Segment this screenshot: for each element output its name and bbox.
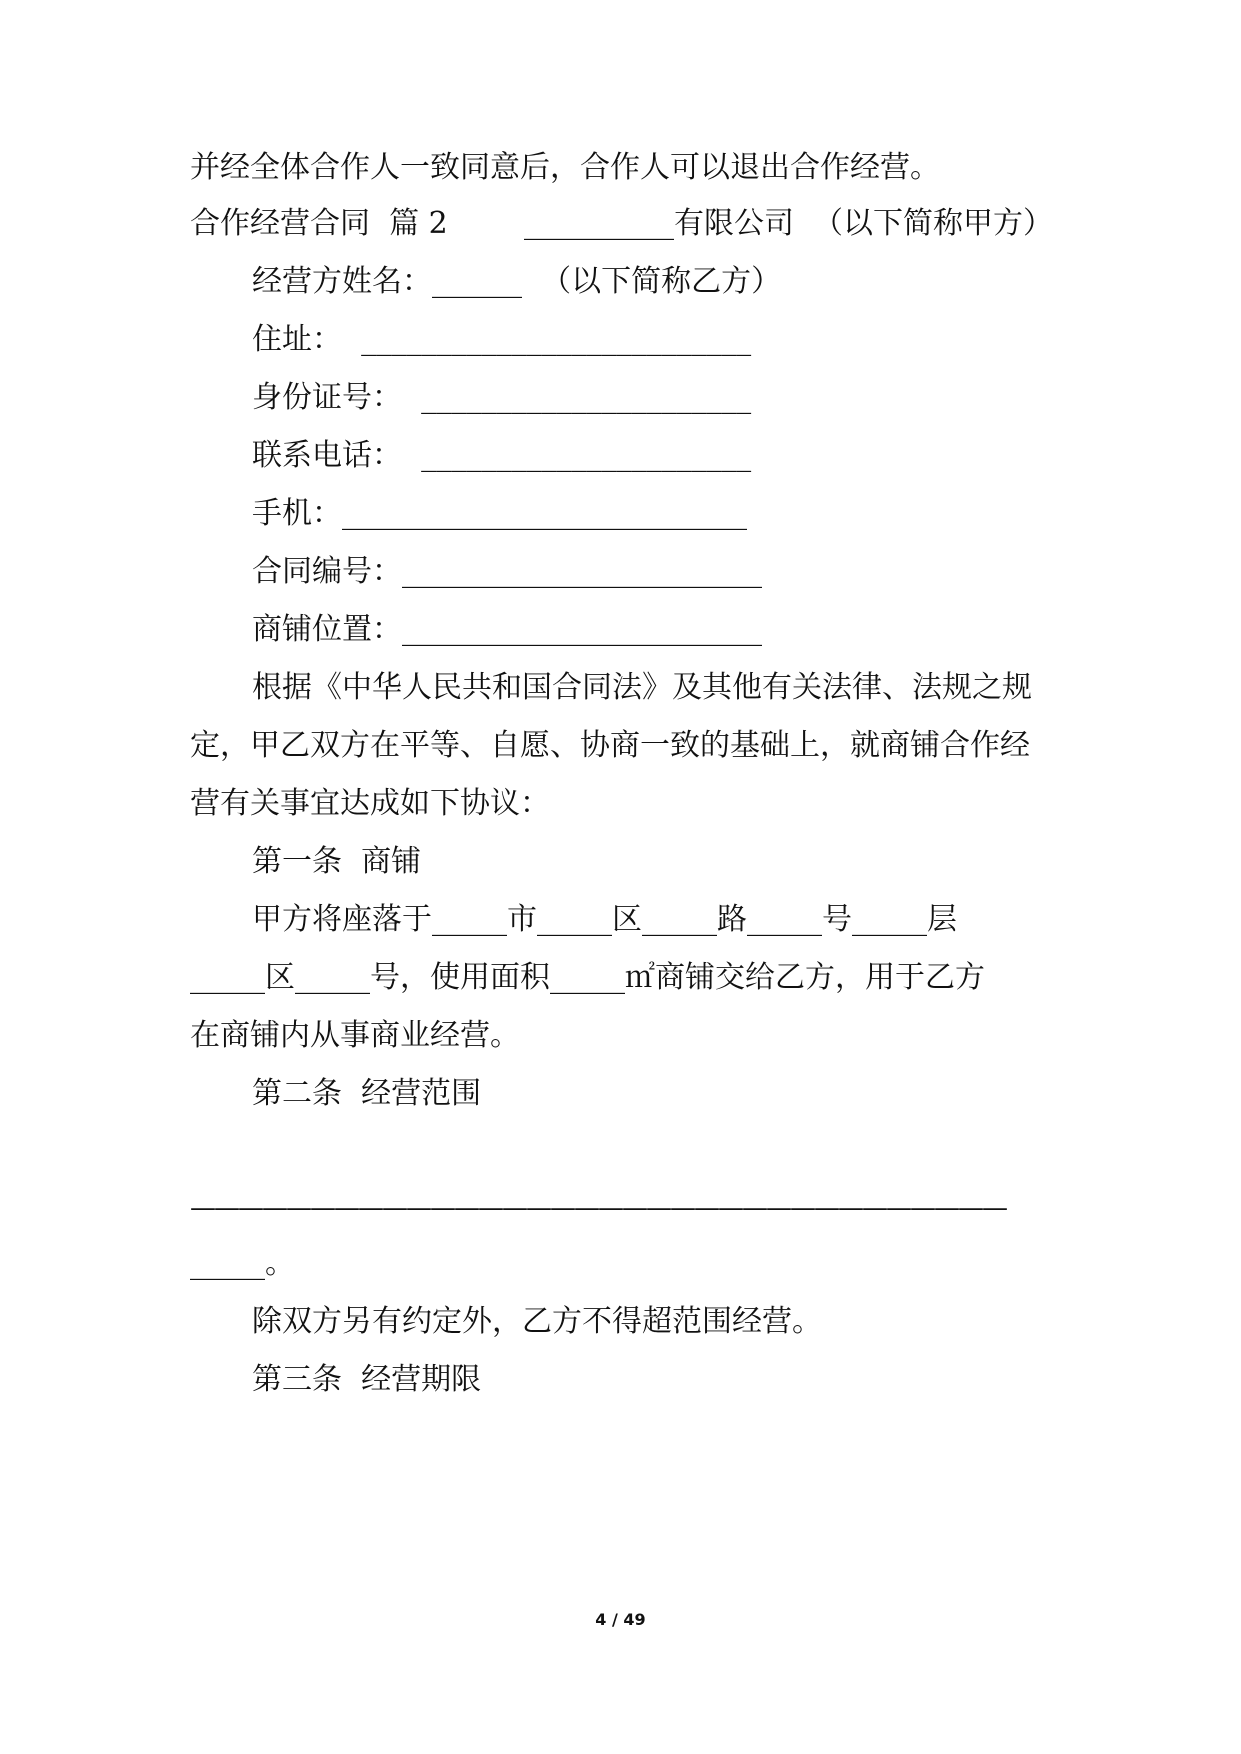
article-heading: 第三条 经营期限 bbox=[252, 1362, 482, 1397]
text-line: 在商铺内从事商业经营。 bbox=[190, 1018, 520, 1053]
article-heading: 第一条 商铺 bbox=[252, 844, 422, 879]
id-number-field: 身份证号： ______________________ bbox=[252, 380, 752, 415]
text-line: 营有关事宜达成如下协议： bbox=[190, 786, 550, 821]
address-field: 住址： __________________________ bbox=[252, 322, 752, 357]
phone-field: 联系电话： ______________________ bbox=[252, 438, 752, 473]
page-number: 4 / 49 bbox=[595, 1610, 646, 1629]
text-line: 甲方将座落于_____市_____区_____路_____号_____层 bbox=[252, 902, 957, 937]
operator-name-field: 经营方姓名：______ （以下简称乙方） bbox=[252, 264, 782, 299]
text-line: 定，甲乙双方在平等、自愿、协商一致的基础上，就商铺合作经 bbox=[190, 728, 1030, 763]
text-line: _____。 bbox=[190, 1246, 295, 1281]
text-line: 除双方另有约定外，乙方不得超范围经营。 bbox=[252, 1304, 822, 1339]
shop-location-field: 商铺位置：________________________ bbox=[252, 612, 762, 647]
contract-number-field: 合同编号：________________________ bbox=[252, 554, 762, 589]
mobile-field: 手机：___________________________ bbox=[252, 496, 747, 531]
article-heading: 第二条 经营范围 bbox=[252, 1076, 482, 1111]
blank-rule-line: —————————————————————————————————— bbox=[190, 1193, 1006, 1223]
text-line: 根据《中华人民共和国合同法》及其他有关法律、法规之规 bbox=[252, 670, 1032, 705]
text-line: _____区_____号，使用面积_____㎡商铺交给乙方，用于乙方 bbox=[190, 960, 985, 995]
text-line: 并经全体合作人一致同意后，合作人可以退出合作经营。 bbox=[190, 150, 940, 185]
section-title-line: 合作经营合同 篇 2 __________有限公司 （以下简称甲方） bbox=[190, 206, 1054, 241]
